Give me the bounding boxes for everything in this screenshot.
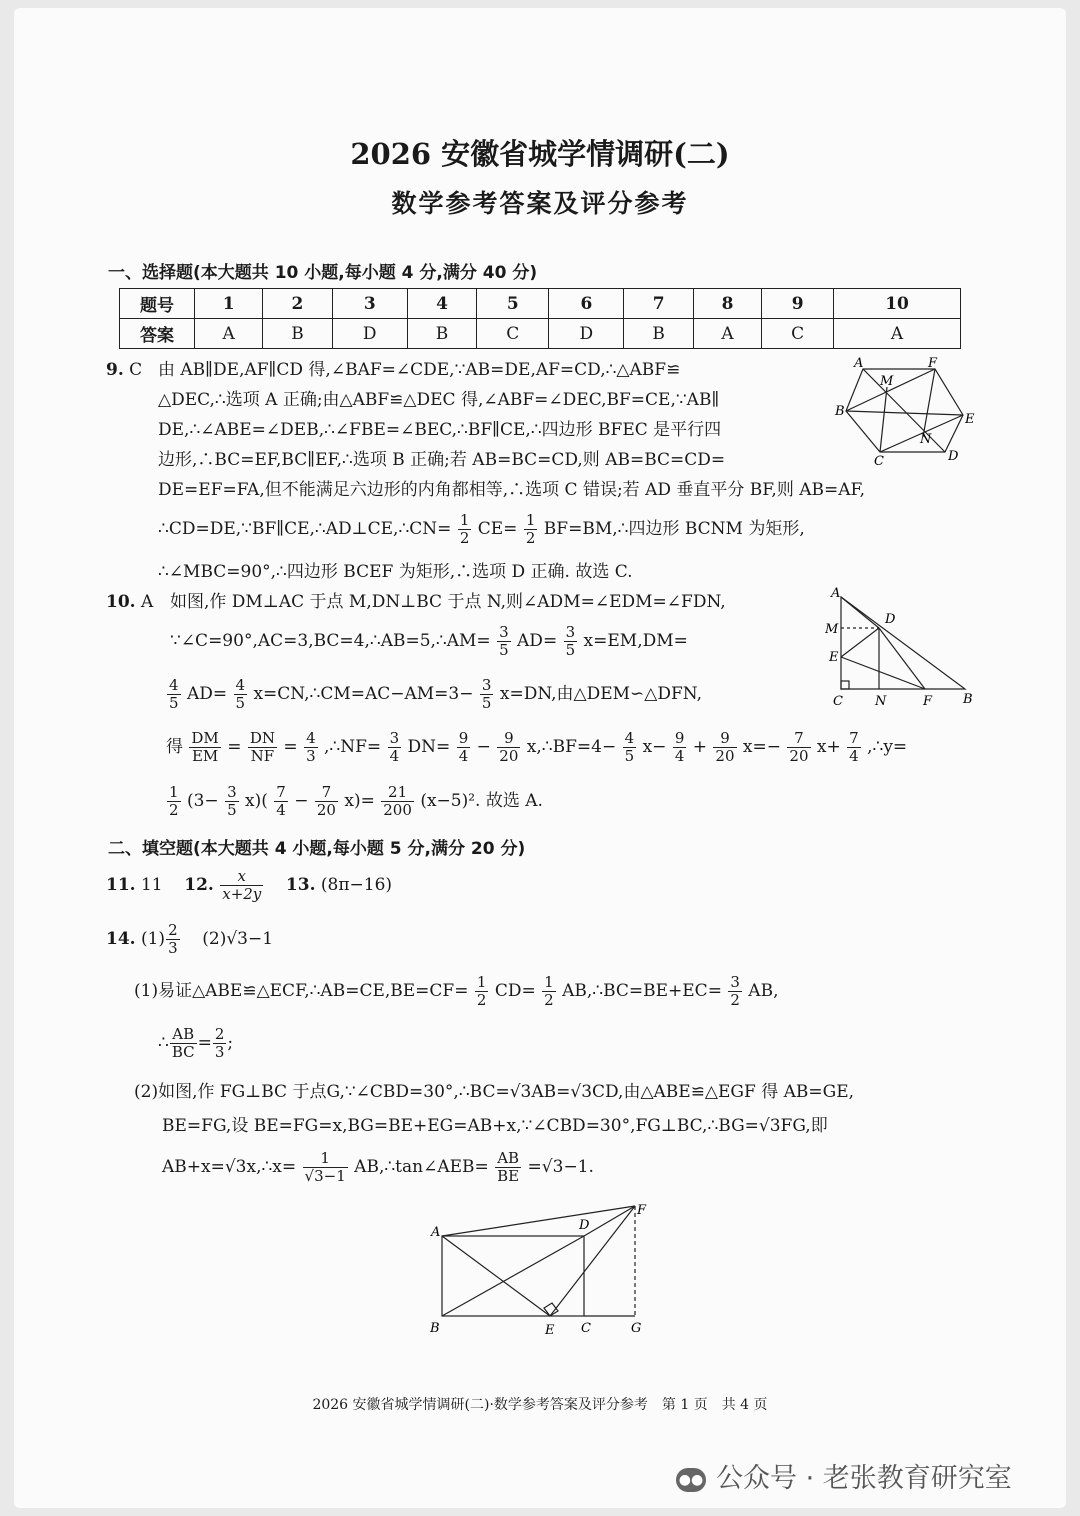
q10-label — [106, 592, 153, 612]
fraction-den: 5 — [227, 801, 237, 819]
label-a: A — [854, 356, 864, 371]
rectangle-figure — [425, 1198, 655, 1340]
section-2-heading: 二、填空题(本大题共 4 小题,每小题 5 分,满分 20 分) — [108, 839, 526, 859]
fraction — [713, 730, 736, 765]
fraction — [728, 974, 742, 1009]
answer-value: (2)√3−1 — [202, 929, 274, 949]
fraction-num: 2 — [214, 1025, 225, 1043]
q10-line-4 — [166, 730, 907, 765]
row-label-number: 题号 — [120, 289, 195, 319]
fraction — [315, 784, 338, 819]
fraction — [274, 784, 288, 819]
q11-q13-line — [106, 868, 392, 903]
fraction-num: 3 — [481, 676, 492, 694]
fraction-num: x — [220, 868, 263, 886]
fraction-num: 1 — [459, 511, 470, 529]
fraction — [457, 730, 471, 765]
label-a: A — [831, 586, 841, 601]
answer-cell: A — [834, 319, 961, 349]
fraction-num: 3 — [499, 623, 509, 641]
fraction — [170, 1026, 197, 1061]
question-number-cell: 5 — [477, 289, 549, 319]
label-d: D — [948, 449, 959, 464]
text-run: ∴ — [158, 1033, 169, 1053]
page-footer: 2026 安徽省城学情调研(二)·数学参考答案及评分参考 第 1 页 共 4 页 — [312, 1397, 768, 1413]
text-run: ∴CD=DE,∵BF∥CE,∴AD⊥CE,∴CN= — [158, 519, 452, 539]
label-e: E — [829, 650, 839, 665]
fraction-den: 4 — [674, 747, 685, 765]
fraction-den: 20 — [715, 747, 735, 765]
fraction — [542, 974, 556, 1009]
q10-line-1: 如图,作 DM⊥AC 于点 M,DN⊥BC 于点 N,则∠ADM=∠EDM=∠FDN, — [170, 592, 726, 612]
fraction — [388, 730, 402, 765]
row-label-answer: 答案 — [120, 319, 195, 349]
fraction-num: 1 — [544, 973, 554, 991]
fraction-den: BE — [497, 1167, 520, 1185]
fraction-num: DN — [249, 729, 276, 747]
q9-label — [106, 360, 142, 380]
fraction-den: 5 — [565, 641, 576, 659]
question-choice: A — [140, 592, 154, 612]
question-number: 13. — [285, 875, 316, 895]
label-e: E — [965, 412, 975, 427]
q9-line-7: ∴∠MBC=90°,∴四边形 BCEF 为矩形,∴选项 D 正确. 故选 C. — [158, 562, 633, 582]
text-run: (3− — [186, 791, 219, 811]
fraction-num: AB — [170, 1026, 197, 1044]
fraction — [304, 730, 318, 765]
label-g: G — [631, 1321, 642, 1336]
fraction-num: 1 — [169, 783, 179, 801]
watermark — [676, 1456, 1012, 1495]
text-run: AB,∴BC=BE+EC= — [562, 981, 722, 1001]
fraction-den: 5 — [169, 694, 179, 712]
question-number: 9. — [106, 360, 124, 380]
fraction-den: 4 — [458, 747, 469, 765]
q14-solution-4: BE=FG,设 BE=FG=x,BG=BE+EG=AB+x,∵∠CBD=30°,FG⊥BC,∴BG=√3FG,即 — [162, 1116, 828, 1136]
label-b: B — [430, 1321, 440, 1336]
label-f: F — [928, 356, 938, 371]
q10-line-3 — [166, 677, 702, 712]
fraction — [303, 1150, 348, 1185]
fraction — [524, 512, 538, 547]
answer-value: (8π−16) — [320, 875, 393, 895]
label-m: M — [825, 622, 839, 637]
fraction — [213, 1026, 227, 1061]
fraction-den: 4 — [849, 747, 859, 765]
text-run: ,∴y= — [867, 737, 908, 757]
fraction-den: NF — [250, 747, 275, 765]
fraction-den: 2 — [476, 991, 487, 1009]
q9-line-2: △DEC,∴选项 A 正确;由△ABF≌△DEC 得,∠ABF=∠DEC,BF=CE,∵AB∥ — [158, 390, 720, 410]
q14-answer-line — [106, 922, 273, 957]
text-run: ; — [227, 1033, 234, 1053]
q9-line-3: DE,∴∠ABE=∠DEB,∴∠FBE=∠BEC,∴BF∥CE,∴四边形 BFEC 是平行四 — [158, 420, 722, 440]
fraction-num: 2 — [168, 921, 178, 939]
fraction-den: √3−1 — [304, 1167, 346, 1185]
text-run: = — [283, 737, 298, 757]
fraction-den: 3 — [306, 747, 316, 765]
fraction-den: 20 — [499, 747, 519, 765]
fraction-den: 3 — [214, 1043, 225, 1061]
wechat-icon: ●● — [676, 1468, 706, 1492]
fraction — [564, 624, 578, 659]
question-number-cell: 6 — [549, 289, 624, 319]
fraction-den: 20 — [316, 801, 336, 819]
fraction — [497, 730, 520, 765]
label-c: C — [874, 454, 884, 469]
text-run: x=− — [742, 737, 781, 757]
text-run: =√3−1. — [527, 1157, 594, 1177]
fraction-den: 5 — [235, 694, 246, 712]
label-a: A — [431, 1225, 441, 1240]
section-1-heading: 一、选择题(本大题共 10 小题,每小题 4 分,满分 40 分) — [108, 263, 538, 283]
question-number-cell: 3 — [332, 289, 407, 319]
fraction — [248, 730, 277, 765]
fraction-num: 4 — [235, 676, 246, 694]
text-run: (1) — [140, 929, 166, 949]
label-b: B — [835, 404, 845, 419]
answer-cell: B — [263, 319, 332, 349]
fraction — [381, 784, 414, 819]
text-run: x− — [642, 737, 667, 757]
fraction — [458, 512, 472, 547]
fraction-den: 200 — [383, 801, 412, 819]
answer-cell: D — [549, 319, 624, 349]
label-f: F — [637, 1203, 647, 1218]
q9-line-5: DE=EF=FA,但不能满足六边形的内角都相等,∴选项 C 错误;若 AD 垂直平分 BF,则 AB=AF, — [158, 480, 866, 500]
text-run: − — [476, 737, 491, 757]
answer-cell: D — [332, 319, 407, 349]
fraction-num: DM — [191, 729, 219, 747]
fraction-den: 2 — [525, 529, 536, 547]
text-run: AD= — [517, 631, 558, 651]
fraction — [495, 1150, 521, 1185]
fraction-den: 2 — [730, 991, 740, 1009]
text-run: x=DN,由△DEM∽△DFN, — [499, 684, 702, 704]
fraction-num: 4 — [306, 729, 316, 747]
fraction — [480, 677, 494, 712]
question-choice: C — [129, 360, 143, 380]
page-title: 2026 安徽省城学情调研(二) — [350, 137, 730, 171]
q9-line-1: 由 AB∥DE,AF∥CD 得,∠BAF=∠CDE,∵AB=DE,AF=CD,∴△ABF≌ — [158, 360, 681, 380]
text-run: CE= — [477, 519, 518, 539]
text-run: = — [227, 737, 242, 757]
question-number: 11. — [106, 875, 136, 895]
fraction — [166, 922, 180, 957]
text-run: CD= — [494, 981, 536, 1001]
question-number-cell: 8 — [693, 289, 761, 319]
fraction — [623, 730, 637, 765]
question-number-cell: 7 — [624, 289, 693, 319]
table-row — [120, 289, 961, 319]
q10-line-5 — [166, 784, 543, 819]
fraction-num: 3 — [565, 623, 576, 641]
question-number-cell: 10 — [834, 289, 961, 319]
fraction-den: 4 — [276, 801, 286, 819]
answer-cell: C — [477, 319, 549, 349]
question-number-cell: 2 — [263, 289, 332, 319]
text-run: x,∴BF=4− — [526, 737, 617, 757]
fraction — [475, 974, 489, 1009]
text-run: AD= — [186, 684, 228, 704]
fraction-num: 7 — [849, 729, 859, 747]
q10-line-2 — [170, 624, 688, 659]
fraction-den: 2 — [544, 991, 554, 1009]
q14-solution-2 — [158, 1026, 233, 1061]
triangle-figure — [825, 585, 980, 710]
fraction — [847, 730, 861, 765]
question-number: 14. — [106, 929, 136, 949]
q14-solution-1 — [134, 974, 778, 1009]
text-run: 得 — [166, 737, 183, 757]
fraction — [497, 624, 511, 659]
label-n: N — [920, 432, 932, 447]
text-run: AB,∴tan∠AEB= — [354, 1157, 489, 1177]
text-run: = — [197, 1033, 212, 1053]
label-n: N — [875, 694, 887, 709]
text-run: (x−5)². 故选 A. — [420, 791, 543, 811]
fraction-num: 9 — [497, 730, 520, 748]
fraction-den: 5 — [481, 694, 492, 712]
fraction-num: 1 — [303, 1150, 348, 1168]
answer-table — [119, 288, 961, 349]
label-c: C — [581, 1321, 591, 1336]
label-c: C — [833, 694, 843, 709]
fraction-num: 9 — [458, 729, 469, 747]
fraction-den: 2 — [459, 529, 470, 547]
q14-solution-5 — [162, 1150, 594, 1185]
fraction — [787, 730, 810, 765]
text-run: ∵∠C=90°,AC=3,BC=4,∴AB=5,∴AM= — [170, 631, 491, 651]
label-e: E — [545, 1323, 555, 1338]
text-run: − — [294, 791, 309, 811]
text-run: x+ — [816, 737, 841, 757]
label-d: D — [885, 612, 896, 627]
fraction-num: 9 — [713, 730, 736, 748]
answer-cell: B — [624, 319, 693, 349]
q9-line-6 — [158, 512, 805, 547]
text-run: (1)易证△ABE≌△ECF,∴AB=CE,BE=CF= — [134, 981, 469, 1001]
answer-cell: A — [195, 319, 263, 349]
table-row — [120, 319, 961, 349]
question-number-cell: 1 — [195, 289, 263, 319]
text-run: DN= — [407, 737, 451, 757]
fraction-den: 5 — [499, 641, 509, 659]
fraction-num: 1 — [476, 973, 487, 991]
fraction-den: 4 — [389, 747, 400, 765]
text-run: x)= — [344, 791, 375, 811]
question-number-cell: 9 — [762, 289, 834, 319]
label-b: B — [963, 692, 973, 707]
fraction-num: 9 — [674, 729, 685, 747]
fraction-num: 7 — [276, 783, 286, 801]
fraction — [189, 730, 220, 765]
answer-cell: C — [762, 319, 834, 349]
question-number: 12. — [184, 875, 214, 895]
fraction-num: AB — [495, 1150, 521, 1168]
fraction-den: BC — [171, 1043, 195, 1061]
watermark-text: 公众号 · 老张教育研究室 — [716, 1463, 1012, 1494]
fraction-num: 7 — [315, 784, 338, 802]
text-run: AB, — [748, 981, 779, 1001]
label-m: M — [880, 374, 894, 389]
fraction-den: x+2y — [222, 885, 262, 903]
text-run: BF=BM,∴四边形 BCNM 为矩形, — [543, 519, 805, 539]
fraction-num: 3 — [389, 729, 400, 747]
question-number-cell: 4 — [407, 289, 476, 319]
answer-value: 11 — [140, 875, 163, 895]
label-d: D — [579, 1218, 590, 1233]
answer-cell: B — [407, 319, 476, 349]
fraction-num: 4 — [624, 729, 635, 747]
fraction-num: 3 — [227, 783, 237, 801]
fraction — [167, 784, 181, 819]
fraction-num: 1 — [525, 511, 536, 529]
fraction-den: 5 — [624, 747, 635, 765]
q14-solution-3: (2)如图,作 FG⊥BC 于点G,∵∠CBD=30°,∴BC=√3AB=√3CD,由△ABE≌△EGF 得 AB=GE, — [134, 1082, 855, 1102]
fraction — [167, 677, 181, 712]
text-run: x)( — [245, 791, 268, 811]
question-number: 10. — [106, 592, 136, 612]
fraction-num: 21 — [381, 784, 414, 802]
text-run: AB+x=√3x,∴x= — [162, 1157, 297, 1177]
fraction-den: 3 — [168, 939, 178, 957]
text-run: x=CN,∴CM=AC−AM=3− — [253, 684, 474, 704]
text-run: ,∴NF= — [324, 737, 382, 757]
fraction — [220, 868, 263, 903]
answer-cell: A — [693, 319, 761, 349]
page-subtitle: 数学参考答案及评分参考 — [391, 189, 689, 218]
q9-line-4: 边形,∴BC=EF,BC∥EF,∴选项 B 正确;若 AB=BC=CD,则 AB=BC=CD= — [158, 450, 726, 470]
fraction — [225, 784, 239, 819]
fraction-num: 7 — [787, 730, 810, 748]
fraction-den: 2 — [169, 801, 179, 819]
label-f: F — [923, 694, 933, 709]
fraction — [234, 677, 248, 712]
text-run: x=EM,DM= — [583, 631, 688, 651]
hexagon-figure — [830, 355, 980, 470]
fraction-num: 3 — [730, 973, 740, 991]
fraction-num: 4 — [169, 676, 179, 694]
fraction-den: 20 — [789, 747, 809, 765]
text-run: + — [692, 737, 708, 757]
fraction — [673, 730, 687, 765]
fraction-den: EM — [191, 747, 219, 765]
